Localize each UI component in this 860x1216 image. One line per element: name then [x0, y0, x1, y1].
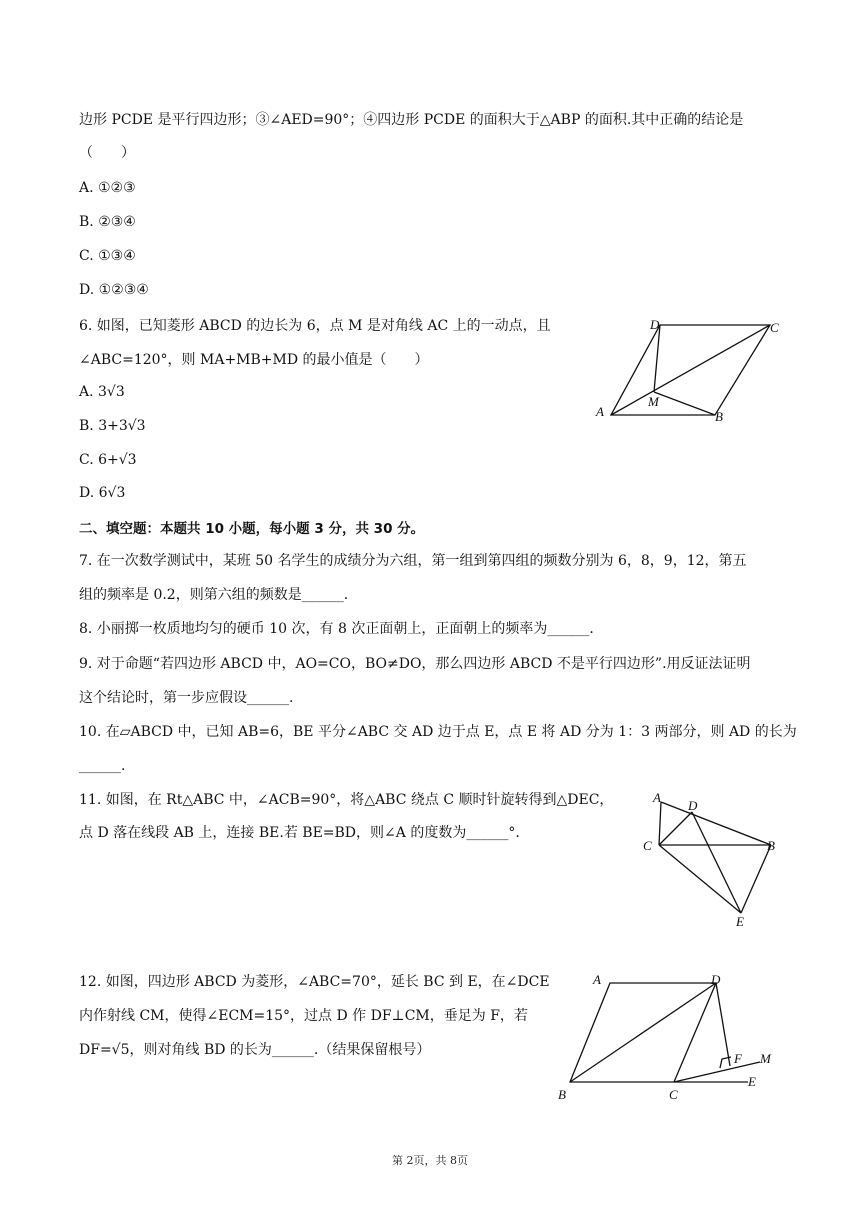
- label-e: E: [748, 1074, 756, 1089]
- label-c: C: [669, 1087, 678, 1102]
- label-d: D: [688, 798, 698, 813]
- text-line-1: 边形 PCDE 是平行四边形；③∠AED=90°；④四边形 PCDE 的面积大于△ABP 的面积.其中正确的结论是: [79, 112, 744, 128]
- option-b-q5: B. ②③④: [79, 214, 136, 230]
- option-d-q5: D. ①②③④: [79, 282, 149, 298]
- label-b: B: [715, 409, 723, 424]
- label-m: M: [648, 394, 659, 409]
- option-a-q6: A. 3√3: [79, 384, 125, 400]
- label-c: C: [643, 838, 652, 853]
- question-12-line-1: 12. 如图，四边形 ABCD 为菱形，∠ABC=70°，延长 BC 到 E，在∠DCE: [79, 974, 550, 990]
- question-12-line-2: 内作射线 CM，使得∠ECM=15°，过点 D 作 DF⊥CM，垂足为 F，若: [79, 1008, 528, 1024]
- text-line-2: （ ）: [79, 145, 135, 161]
- option-c-q6: C. 6+√3: [79, 452, 137, 468]
- label-b: B: [767, 838, 775, 853]
- question-9-line-1: 9. 对于命题“若四边形 ABCD 中，AO=CO，BO≠DO，那么四边形 ABCD 不是平行四边形”.用反证法证明: [79, 656, 751, 672]
- option-c-q5: C. ①③④: [79, 248, 136, 264]
- option-a-q5: A. ①②③: [79, 180, 136, 196]
- figure-q11-triangles: [640, 788, 790, 930]
- label-d: D: [711, 972, 721, 987]
- question-9-line-2: 这个结论时，第一步应假设______.: [79, 690, 294, 706]
- section-heading: 二、填空题：本题共 10 小题，每小题 3 分，共 30 分。: [79, 521, 425, 537]
- option-d-q6: D. 6√3: [79, 485, 126, 501]
- label-a: A: [653, 790, 661, 805]
- question-10-line-2: ______.: [79, 758, 126, 774]
- question-11-line-1: 11. 如图，在 Rt△ABC 中，∠ACB=90°，将△ABC 绕点 C 顺时针旋转得到△DEC，: [79, 792, 614, 808]
- label-a: A: [593, 972, 601, 987]
- label-b: B: [558, 1087, 566, 1102]
- question-7-line-2: 组的频率是 0.2，则第六组的频数是______.: [79, 587, 349, 603]
- figure-q6-rhombus: [590, 312, 790, 430]
- option-b-q6: B. 3+3√3: [79, 418, 146, 434]
- label-f: F: [734, 1051, 742, 1066]
- question-6-line-2: ∠ABC=120°，则 MA+MB+MD 的最小值是（ ）: [79, 352, 429, 368]
- label-a: A: [596, 404, 604, 419]
- question-7-line-1: 7. 在一次数学测试中，某班 50 名学生的成绩分为六组，第一组到第四组的频数分别为 6，8，9，12，第五: [79, 553, 747, 569]
- label-m: M: [760, 1051, 771, 1066]
- question-12-line-3: DF=√5，则对角线 BD 的长为______.（结果保留根号）: [79, 1042, 431, 1058]
- question-8: 8. 小丽掷一枚质地均匀的硬币 10 次，有 8 次正面朝上，正面朝上的频率为______.: [79, 621, 594, 637]
- question-6-line-1: 6. 如图，已知菱形 ABCD 的边长为 6，点 M 是对角线 AC 上的一动点，且: [79, 318, 551, 334]
- label-d: D: [650, 317, 660, 332]
- question-11-line-2: 点 D 落在线段 AB 上，连接 BE.若 BE=BD，则∠A 的度数为______°.: [79, 825, 520, 841]
- question-10-line-1: 10. 在▱ABCD 中，已知 AB=6，BE 平分∠ABC 交 AD 边于点 E，点 E 将 AD 分为 1：3 两部分，则 AD 的长为: [79, 724, 797, 740]
- label-e: E: [736, 914, 744, 929]
- figure-q12-rhombus: [550, 968, 790, 1104]
- page-footer: 第 2页，共 8页: [392, 1154, 468, 1167]
- label-c: C: [770, 320, 779, 335]
